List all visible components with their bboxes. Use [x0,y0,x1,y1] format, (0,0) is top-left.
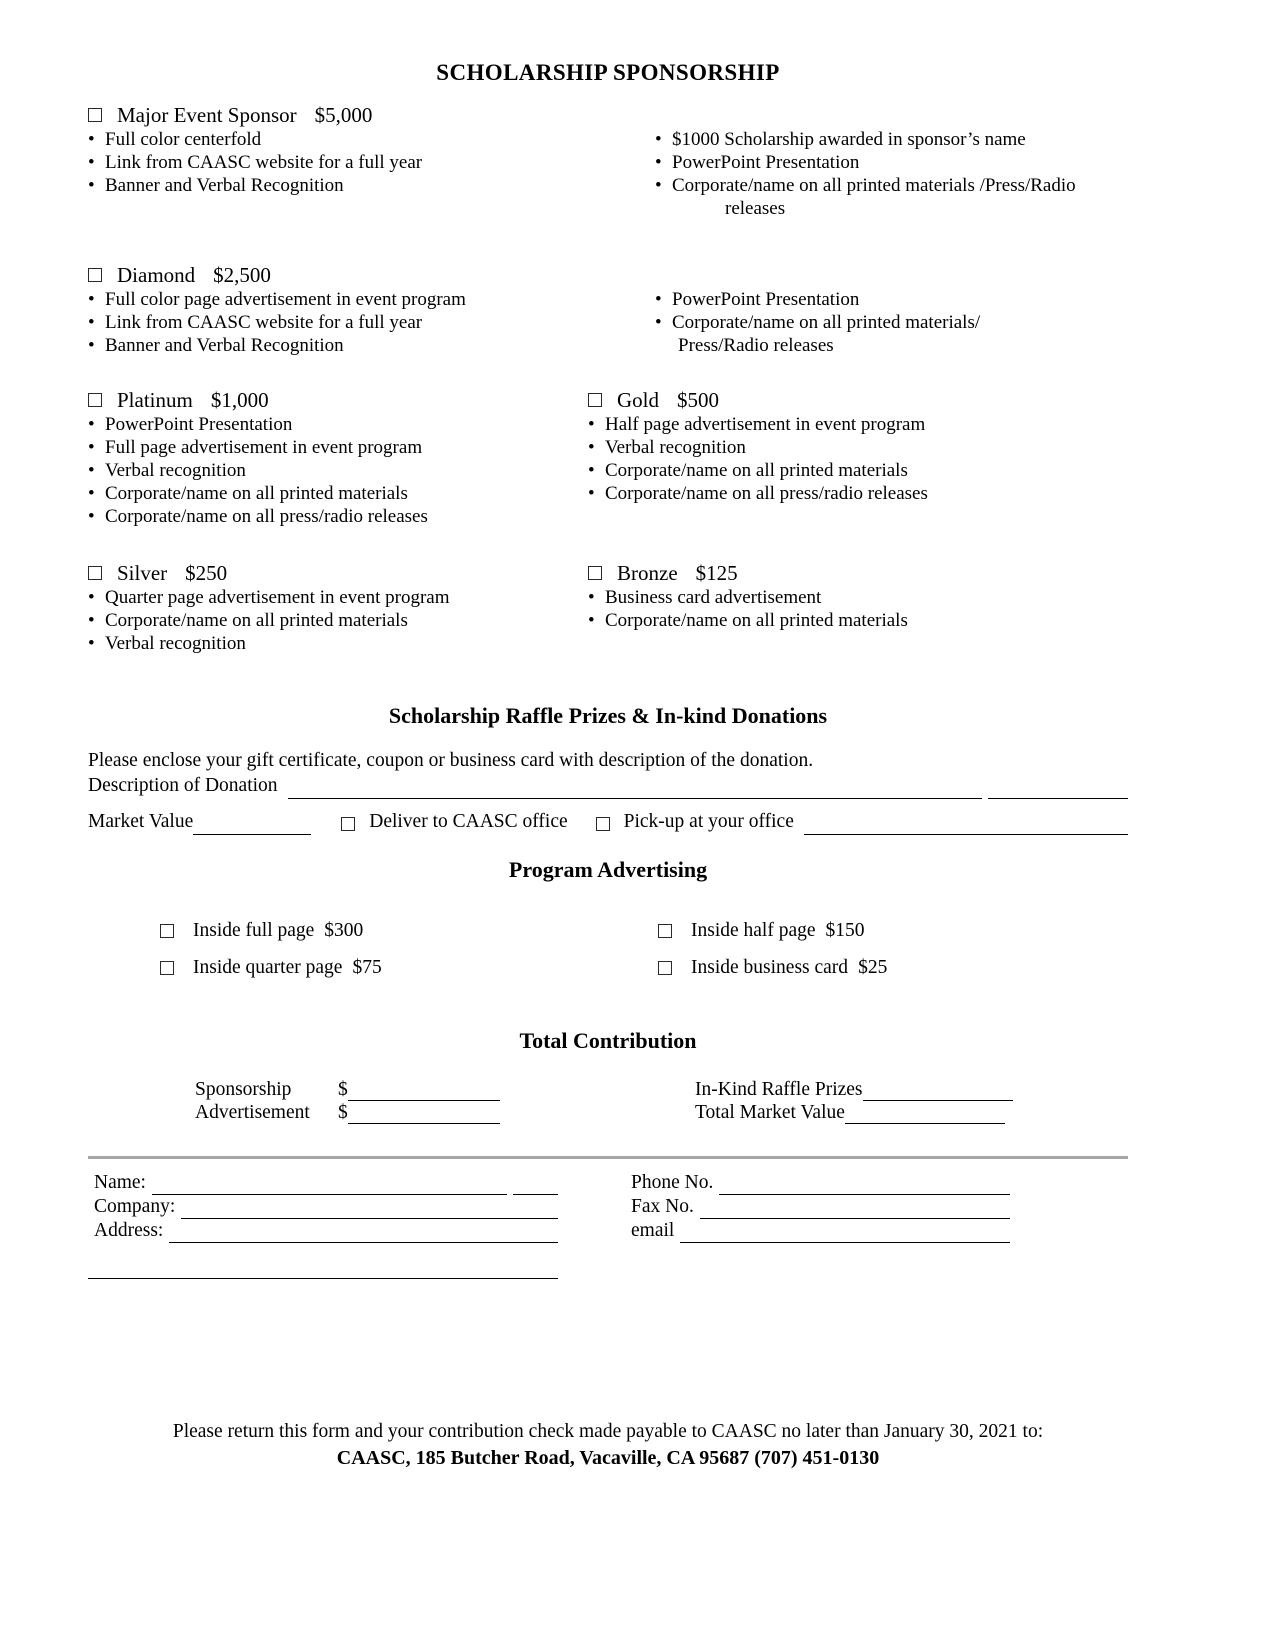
ad-option-inside-quarter-page [160,956,658,980]
ad-option-inside-business-card [658,956,1128,980]
advertisement-total-label: Advertisement [195,1102,310,1123]
footer-address: CAASC, 185 Butcher Road, Vacaville, CA 95687 (707) 451-0130 [336,1447,880,1469]
checkbox-deliver-to-caasc-office[interactable] [341,817,355,831]
inkind-raffle-row [695,1078,1128,1101]
description-of-donation-input-line[interactable] [288,781,982,799]
bullet-item: • Corporate/name on all printed materials [588,459,1128,482]
bullet-item: • Corporate/name on all press/radio releases [588,482,1128,505]
tier-silver-price: $250 [185,560,228,585]
ad-option-price: $25 [858,957,888,978]
bullet-continuation: releases [725,198,786,219]
footer [88,1419,1128,1471]
tier-bronze-price: $125 [695,560,738,585]
bullet-item: • Verbal recognition [588,436,1128,459]
checkbox-diamond[interactable] [88,268,102,282]
ad-option-label: Inside quarter page [193,957,343,978]
tier-diamond-price: $2,500 [213,262,271,287]
market-value-input-line[interactable] [193,817,311,835]
pickup-label: Pick-up at your office [623,811,794,832]
bullet-item [655,174,1128,220]
sponsorship-total-row [195,1078,595,1101]
tier-major-name: Major Event Sponsor [117,102,297,127]
total-market-value-row [695,1101,1128,1124]
email-label: email [631,1220,675,1241]
email-row [625,1219,1010,1243]
advertisement-total-input-line[interactable] [348,1106,500,1124]
name-input-line[interactable] [152,1177,507,1195]
checkbox-inside-half-page[interactable] [658,924,672,938]
tier-diamond-header [88,262,1128,288]
total-market-value-label: Total Market Value [695,1102,845,1123]
sponsorship-total-label: Sponsorship [195,1079,292,1100]
tier-silver-bullets [88,586,588,655]
ad-option-price: $150 [825,920,865,941]
ad-option-inside-half-page [658,919,1128,943]
name-input-line-2[interactable] [513,1177,558,1195]
bullet-item: • Banner and Verbal Recognition [88,334,655,357]
advertising-section-heading: Program Advertising [508,857,708,882]
dollar-sign: $ [338,1102,348,1123]
address-input-line-2[interactable] [88,1261,558,1279]
bullet-item: • Link from CAASC website for a full year [88,311,655,334]
description-of-donation-row [88,773,1128,799]
page-title: SCHOLARSHIP SPONSORSHIP [436,60,780,85]
address-label: Address: [94,1220,164,1241]
footer-return-instructions: Please return this form and your contribution check made payable to CAASC no later than January 30, 2021 to: [172,1421,1044,1442]
ad-option-price: $75 [352,957,382,978]
bullet-item: • PowerPoint Presentation [655,288,1128,311]
checkbox-major-event-sponsor[interactable] [88,108,102,122]
ad-option-label: Inside half page [691,920,816,941]
tier-gold-bullets [588,413,1128,505]
bullet-item: • PowerPoint Presentation [88,413,588,436]
bullet-item: • Banner and Verbal Recognition [88,174,655,197]
fax-input-line[interactable] [700,1201,1010,1219]
bullet-item: • Quarter page advertisement in event program [88,586,588,609]
tier-major-left-bullets [88,128,655,197]
company-label: Company: [94,1196,176,1217]
fax-row [625,1195,1010,1219]
bullet-item: • Corporate/name on all press/radio releases [88,505,588,528]
total-contribution-block [88,1078,1128,1124]
tier-platinum-name: Platinum [117,387,193,412]
tier-silver-header [88,560,588,586]
checkbox-platinum[interactable] [88,393,102,407]
bullet-text: Corporate/name on all printed materials/ [672,312,981,333]
tier-row-platinum-gold [88,387,1128,528]
description-of-donation-label: Description of Donation [88,775,278,796]
raffle-section-heading: Scholarship Raffle Prizes & In-kind Donations [388,703,828,728]
bullet-text: Corporate/name on all printed materials /Press/Radio [672,175,1076,196]
ad-option-inside-full-page [160,919,658,943]
tier-silver [88,560,588,655]
section-divider [88,1156,1128,1159]
tier-bronze-header [588,560,1128,586]
bullet-item: • Verbal recognition [88,459,588,482]
name-row [88,1171,558,1195]
bullet-item: • PowerPoint Presentation [655,151,1128,174]
bullet-item: • Corporate/name on all printed materials [88,609,588,632]
bullet-item: • $1000 Scholarship awarded in sponsor’s name [655,128,1128,151]
tier-platinum-bullets [88,413,588,528]
total-contribution-heading: Total Contribution [519,1028,697,1053]
bullet-item: • Verbal recognition [88,632,588,655]
total-market-value-input-line[interactable] [845,1106,1005,1124]
tier-platinum-price: $1,000 [210,387,269,412]
phone-input-line[interactable] [719,1177,1010,1195]
fax-label: Fax No. [631,1196,694,1217]
tier-platinum [88,387,588,528]
checkbox-pickup-at-your-office[interactable] [596,817,610,831]
market-value-row [88,809,1128,835]
inkind-raffle-input-line[interactable] [863,1083,1013,1101]
address-row-2 [88,1255,558,1279]
market-value-label: Market Value [88,811,194,832]
bullet-item: • Full color centerfold [88,128,655,151]
checkbox-inside-full-page[interactable] [160,924,174,938]
bullet-item: • Business card advertisement [588,586,1128,609]
tier-major-header [88,102,1128,128]
sponsorship-total-input-line[interactable] [348,1083,500,1101]
company-input-line[interactable] [181,1201,558,1219]
dollar-sign: $ [338,1079,348,1100]
bullet-continuation: Press/Radio releases [678,335,834,356]
checkbox-inside-business-card[interactable] [658,961,672,975]
tier-diamond-right-bullets [655,288,1128,357]
bullet-item: • Half page advertisement in event program [588,413,1128,436]
tier-gold [588,387,1128,528]
tier-gold-header [588,387,1128,413]
bullet-item: • Corporate/name on all printed materials [588,609,1128,632]
address-row [88,1219,558,1243]
ad-option-price: $300 [324,920,364,941]
phone-label: Phone No. [631,1172,714,1193]
tier-major-right-bullets [655,128,1128,220]
ad-option-label: Inside business card [691,957,849,978]
tier-major-event-sponsor [88,102,1128,220]
company-row [88,1195,558,1219]
checkbox-silver[interactable] [88,566,102,580]
bullet-item: • Full color page advertisement in event program [88,288,655,311]
tier-row-silver-bronze [88,560,1128,655]
checkbox-gold[interactable] [588,393,602,407]
tier-bronze-bullets [588,586,1128,632]
description-of-donation-input-line-2[interactable] [988,781,1128,799]
contact-info-block [88,1171,1128,1279]
address-input-line[interactable] [169,1225,558,1243]
inkind-raffle-label: In-Kind Raffle Prizes [695,1079,863,1100]
tier-bronze-name: Bronze [617,560,678,585]
email-input-line[interactable] [680,1225,1010,1243]
checkbox-bronze[interactable] [588,566,602,580]
bullet-item: • Link from CAASC website for a full year [88,151,655,174]
phone-row [625,1171,1010,1195]
tier-diamond [88,262,1128,357]
raffle-instructions: Please enclose your gift certificate, coupon or business card with description of the donation. [88,750,814,771]
tier-diamond-name: Diamond [117,262,196,287]
checkbox-inside-quarter-page[interactable] [160,961,174,975]
tier-platinum-header [88,387,588,413]
bullet-item: • Corporate/name on all printed materials [88,482,588,505]
bullet-item: • Full page advertisement in event program [88,436,588,459]
tier-major-price: $5,000 [314,102,373,127]
tier-diamond-left-bullets [88,288,655,357]
tier-silver-name: Silver [117,560,168,585]
pickup-address-input-line[interactable] [804,817,1128,835]
tier-gold-name: Gold [617,387,659,412]
tier-gold-price: $500 [677,387,719,412]
ad-option-label: Inside full page [193,920,315,941]
advertising-options [88,919,1128,980]
tier-bronze [588,560,1128,655]
deliver-label: Deliver to CAASC office [369,811,568,832]
name-label: Name: [94,1172,146,1193]
advertisement-total-row [195,1101,595,1124]
bullet-item [655,311,1128,357]
